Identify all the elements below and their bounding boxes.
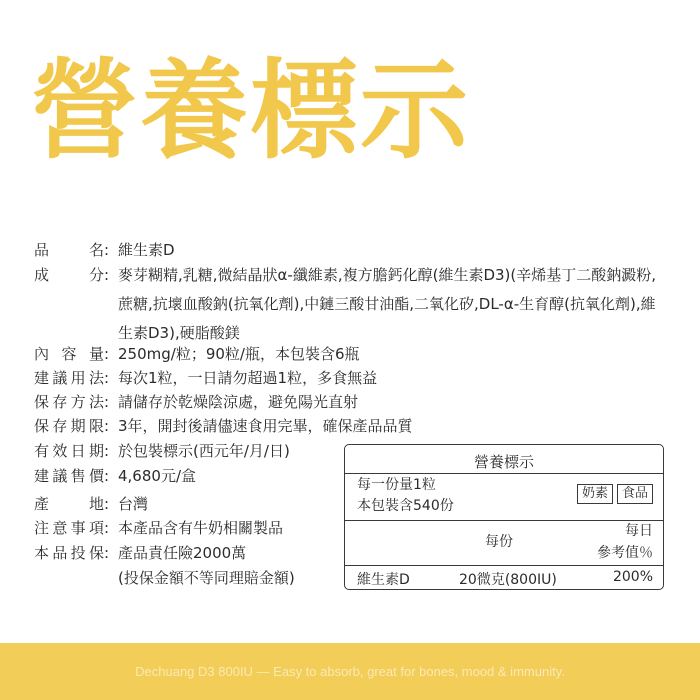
- info-row-insurance-note: [118, 566, 295, 590]
- footer-text: Dechuang D3 800IU — Easy to absorb, great for bones, mood & immunity.: [135, 664, 565, 679]
- info-row-insurance: 本 品 投 保 : 產品責任險2000萬: [34, 541, 246, 565]
- label-content: 內 容 量: [34, 345, 104, 363]
- label-price: 建 議 售 價: [34, 467, 104, 485]
- value-price: 4,680元/盒: [118, 467, 196, 485]
- nutrient-percent: 200%: [612, 569, 653, 585]
- nutrition-facts-box: [344, 444, 664, 590]
- label-usage: 建 議 用 法: [34, 369, 104, 387]
- label-name: 品 名: [34, 241, 104, 259]
- label-ingredients: 成 分: [34, 266, 104, 284]
- daily-value-line1: 每日: [625, 523, 653, 539]
- value-usage: 每次1粒，一日請勿超過1粒，多食無益: [118, 369, 378, 387]
- value-insurance: 產品責任險2000萬: [118, 544, 247, 562]
- value-insurance-note: (投保金額不等同理賠金額): [118, 569, 295, 587]
- label-storage: 保 存 方 法: [34, 393, 104, 411]
- daily-value-header: [597, 520, 653, 564]
- label-expiry: 有 效 日 期: [34, 442, 104, 460]
- page-title: 營養標示: [30, 49, 471, 174]
- value-ingredients: 麥芽糊精,乳糖,微結晶狀α-纖維素,複方膽鈣化醇(維生素D3)(辛烯基丁二酸鈉澱粉,蔗糖,抗壞血酸鈉(抗氧化劑),中鏈三酸甘油酯,二氧化矽,DL-α-生育醇(抗氧化劑),維生素D3),硬脂酸鎂: [118, 266, 657, 342]
- serving-info: [357, 475, 454, 517]
- info-row-shelf-life: 保 存 期 限 : 3年，開封後請儘速食用完畢，確保產品品質: [34, 414, 413, 438]
- footer-banner: [0, 643, 700, 700]
- value-storage: 請儲存於乾燥陰涼處，避免陽光直射: [118, 393, 359, 411]
- diet-tags: [577, 484, 653, 504]
- servings-per-package: 本包裝含540份: [357, 498, 454, 514]
- value-notice: 本產品含有牛奶相關製品: [118, 519, 284, 537]
- label-origin: 產 地: [34, 495, 104, 513]
- info-row-price: 建 議 售 價 : 4,680元/盒: [34, 464, 196, 488]
- tag-lacto-vegetarian: 奶素: [577, 484, 613, 504]
- tag-food: 食品: [617, 484, 653, 504]
- info-row-expiry: 有 效 日 期 : 於包裝標示(西元年/月/日): [34, 439, 290, 463]
- label-shelf-life: 保 存 期 限: [34, 417, 104, 435]
- value-shelf-life: 3年，開封後請儘速食用完畢，確保產品品質: [118, 417, 413, 435]
- serving-size: 每一份量1粒: [357, 477, 436, 493]
- nutrient-name: 維生素D: [357, 572, 410, 588]
- info-row-notice: 注 意 事 項 : 本產品含有牛奶相關製品: [34, 516, 283, 540]
- label-notice: 注 意 事 項: [34, 519, 104, 537]
- info-row-usage: 建 議 用 法 : 每次1粒，一日請勿超過1粒，多食無益: [34, 366, 377, 390]
- value-content: 250mg/粒；90粒/瓶，本包裝含6瓶: [118, 345, 360, 363]
- nutrient-amount: 20微克(800IU): [459, 572, 557, 588]
- label-insurance: 本 品 投 保: [34, 544, 104, 562]
- info-row-storage: 保 存 方 法 : 請儲存於乾燥陰涼處，避免陽光直射: [34, 390, 358, 414]
- divider: [345, 473, 663, 474]
- value-origin: 台灣: [118, 495, 149, 513]
- daily-value-line2: 參考值％: [597, 545, 653, 561]
- info-row-content: 內 容 量 : 250mg/粒；90粒/瓶，本包裝含6瓶: [34, 342, 360, 366]
- value-expiry: 於包裝標示(西元年/月/日): [118, 442, 290, 460]
- per-serving-header: 每份: [485, 534, 513, 550]
- info-row-origin: 產 地 : 台灣: [34, 492, 148, 516]
- nutrition-title: 營養標示: [473, 453, 534, 471]
- divider: [345, 565, 663, 566]
- info-row-ingredients: 成 分 : 麥芽糊精,乳糖,微結晶狀α-纖維素,複方膽鈣化醇(維生素D3)(辛烯基丁二酸鈉澱粉,蔗糖,抗壞血酸鈉(抗氧化劑),中鏈三酸甘油酯,二氧化矽,DL-α-生育醇(抗氧化劑),維生素D3),硬脂酸鎂: [34, 261, 670, 348]
- info-row-name: 品 名 : 維生素D: [34, 238, 175, 262]
- value-name: 維生素D: [118, 241, 175, 259]
